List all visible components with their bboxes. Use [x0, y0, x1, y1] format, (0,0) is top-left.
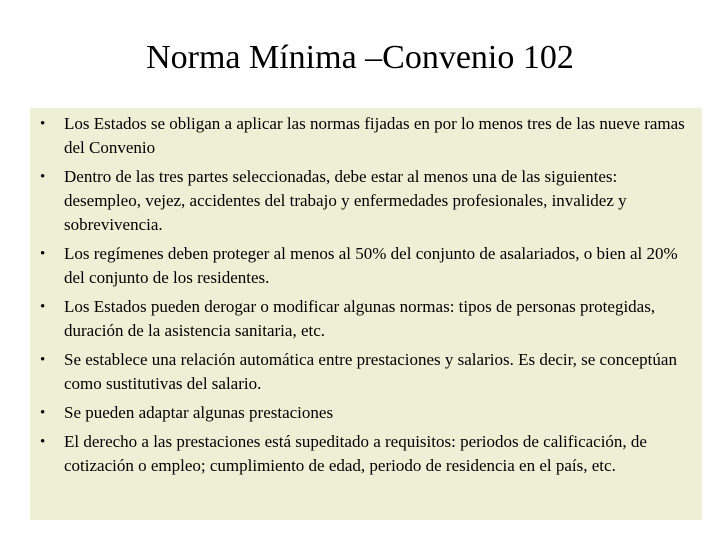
bullet-list [40, 112, 692, 478]
bullet-icon: • [40, 169, 46, 185]
list-item [40, 348, 692, 396]
bullet-icon: • [40, 246, 46, 262]
bullet-text: Se establece una relación automática entre prestaciones y salarios. Es decir, se conceptúan como sustitutivas del salario. [64, 350, 677, 393]
list-item [40, 242, 692, 290]
bullet-text: Los regímenes deben proteger al menos al 50% del conjunto de asalariados, o bien al 20% del conjunto de los residentes. [64, 244, 678, 287]
bullet-icon: • [40, 405, 46, 421]
bullet-text: Los Estados pueden derogar o modificar algunas normas: tipos de personas protegidas, duración de la asistencia sanitaria, etc. [64, 297, 656, 340]
bullet-icon: • [40, 299, 46, 315]
list-item [40, 430, 692, 478]
bullet-text: Los Estados se obligan a aplicar las normas fijadas en por lo menos tres de las nueve ramas del Convenio [64, 114, 685, 157]
bullet-icon: • [40, 116, 46, 132]
bullet-text: El derecho a las prestaciones está supeditado a requisitos: periodos de calificación, de cotización o empleo; cumplimiento de edad, periodo de residencia en el país, etc. [64, 432, 647, 475]
bullet-text: Se pueden adaptar algunas prestaciones [64, 403, 334, 422]
list-item [40, 295, 692, 343]
bullet-text: Dentro de las tres partes seleccionadas, debe estar al menos una de las siguientes: desempleo, vejez, accidentes del trabajo y enfermedades profesionales, invalidez y sobrevivencia. [64, 167, 627, 234]
bullet-icon: • [40, 434, 46, 450]
content-box [30, 108, 702, 520]
list-item [40, 165, 692, 237]
slide-title: Norma Mínima –Convenio 102 [146, 39, 574, 76]
list-item [40, 401, 692, 425]
list-item [40, 112, 692, 160]
bullet-icon: • [40, 352, 46, 368]
